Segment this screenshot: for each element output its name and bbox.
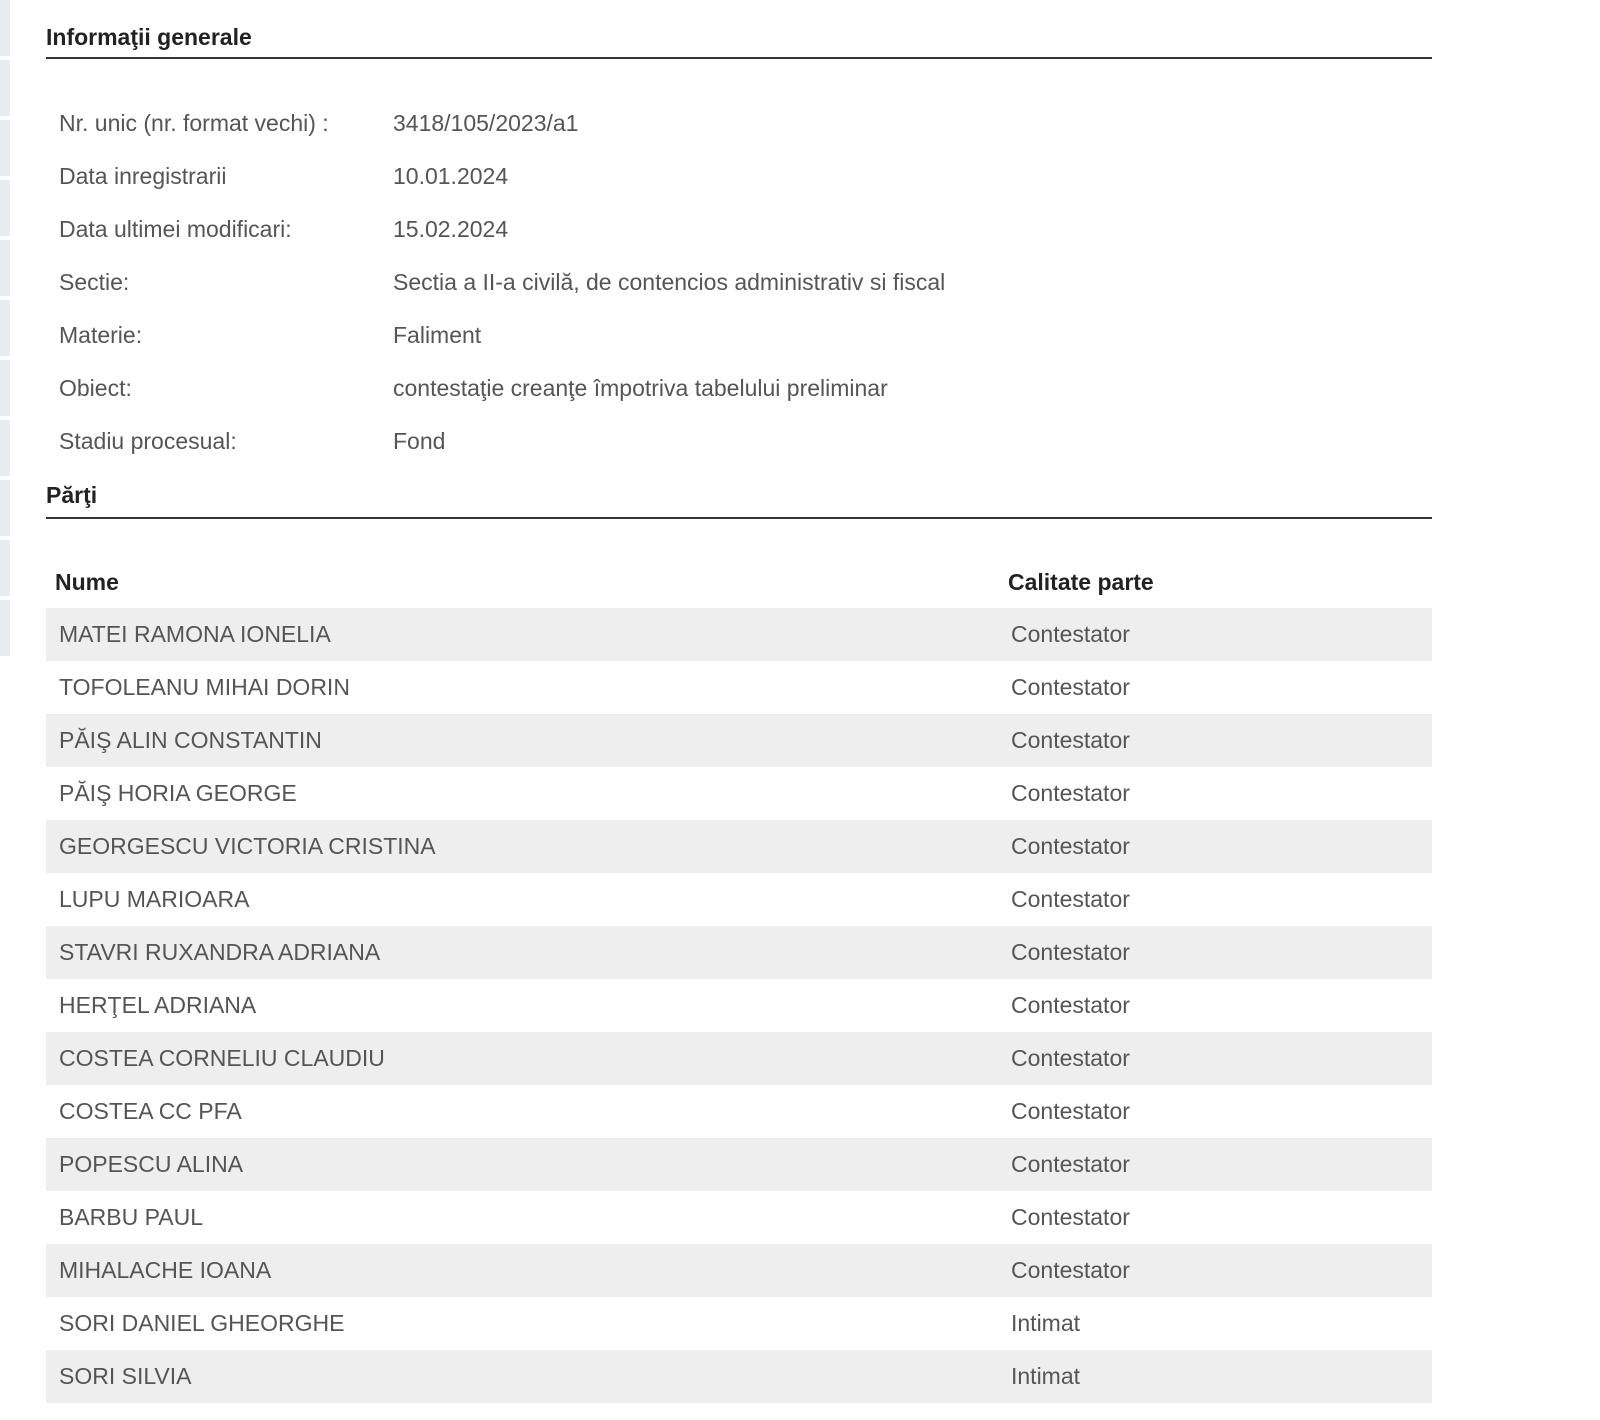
info-label: Materie: [59, 322, 143, 348]
section-title-general-info: Informaţii generale [46, 0, 1432, 59]
table-row [46, 979, 1432, 1032]
info-value: contestaţie creanţe împotriva tabelului preliminar [393, 375, 888, 401]
table-row [46, 608, 1432, 661]
info-row-registration-date [46, 150, 1432, 203]
parties-table [46, 557, 1432, 1403]
party-role: Contestator [1011, 992, 1130, 1018]
table-row [46, 1297, 1432, 1350]
info-row-procedural-stage [46, 415, 1432, 468]
info-label: Nr. unic (nr. format vechi) : [59, 110, 329, 136]
party-name: HERŢEL ADRIANA [59, 992, 257, 1018]
table-row [46, 1032, 1432, 1085]
table-row [46, 714, 1432, 767]
table-row [46, 1244, 1432, 1297]
party-name: SORI SILVIA [46, 1350, 1008, 1403]
party-name: STAVRI RUXANDRA ADRIANA [46, 926, 1008, 979]
info-value: 10.01.2024 [393, 163, 509, 189]
table-row [46, 767, 1432, 820]
table-row [46, 1085, 1432, 1138]
party-name: POPESCU ALINA [46, 1138, 1008, 1191]
column-header-name: Nume [55, 569, 119, 595]
party-role: Intimat [1011, 1310, 1081, 1336]
party-name: PĂIŞ HORIA GEORGE [59, 780, 297, 806]
party-name: GEORGESCU VICTORIA CRISTINA [46, 820, 1008, 873]
left-sidebar-edge [0, 0, 12, 680]
case-details [46, 0, 1432, 1403]
column-header-role: Calitate parte [1008, 569, 1154, 595]
table-row [46, 661, 1432, 714]
info-value: Faliment [393, 322, 482, 348]
party-role: Contestator [1008, 1244, 1432, 1297]
info-label: Data ultimei modificari: [59, 216, 292, 242]
party-role: Contestator [1011, 780, 1130, 806]
party-name: SORI DANIEL GHEORGHE [59, 1310, 345, 1336]
party-name: MIHALACHE IOANA [46, 1244, 1008, 1297]
party-role: Contestator [1011, 674, 1130, 700]
info-row-last-modified [46, 203, 1432, 256]
info-label: Data inregistrarii [59, 163, 227, 189]
party-role: Contestator [1008, 1138, 1432, 1191]
party-role: Contestator [1008, 926, 1432, 979]
party-name: MATEI RAMONA IONELIA [46, 608, 1008, 661]
party-role: Contestator [1011, 886, 1130, 912]
party-name: COSTEA CC PFA [59, 1098, 242, 1124]
table-header-row [46, 557, 1432, 608]
table-row [46, 1350, 1432, 1403]
info-row-object [46, 362, 1432, 415]
party-role: Contestator [1008, 714, 1432, 767]
info-label: Obiect: [59, 375, 132, 401]
general-info-list [46, 59, 1432, 468]
table-row [46, 1138, 1432, 1191]
info-row-case-number [46, 97, 1432, 150]
info-row-matter [46, 309, 1432, 362]
info-row-section [46, 256, 1432, 309]
info-value: Fond [393, 428, 446, 454]
party-role: Contestator [1008, 1032, 1432, 1085]
info-value: 3418/105/2023/a1 [393, 110, 579, 136]
info-value: 15.02.2024 [393, 216, 509, 242]
table-row [46, 873, 1432, 926]
party-name: COSTEA CORNELIU CLAUDIU [46, 1032, 1008, 1085]
party-name: LUPU MARIOARA [59, 886, 250, 912]
party-role: Contestator [1008, 608, 1432, 661]
party-role: Contestator [1008, 820, 1432, 873]
section-title-parties: Părţi [46, 482, 1432, 519]
party-name: TOFOLEANU MIHAI DORIN [59, 674, 350, 700]
info-label: Stadiu procesual: [59, 428, 237, 454]
party-role: Intimat [1008, 1350, 1432, 1403]
table-row [46, 820, 1432, 873]
table-row [46, 926, 1432, 979]
table-row [46, 1191, 1432, 1244]
info-label: Sectie: [59, 269, 130, 295]
info-value: Sectia a II-a civilă, de contencios administrativ si fiscal [393, 269, 946, 295]
party-role: Contestator [1011, 1204, 1130, 1230]
party-role: Contestator [1011, 1098, 1130, 1124]
party-name: BARBU PAUL [59, 1204, 204, 1230]
party-name: PĂIŞ ALIN CONSTANTIN [46, 714, 1008, 767]
